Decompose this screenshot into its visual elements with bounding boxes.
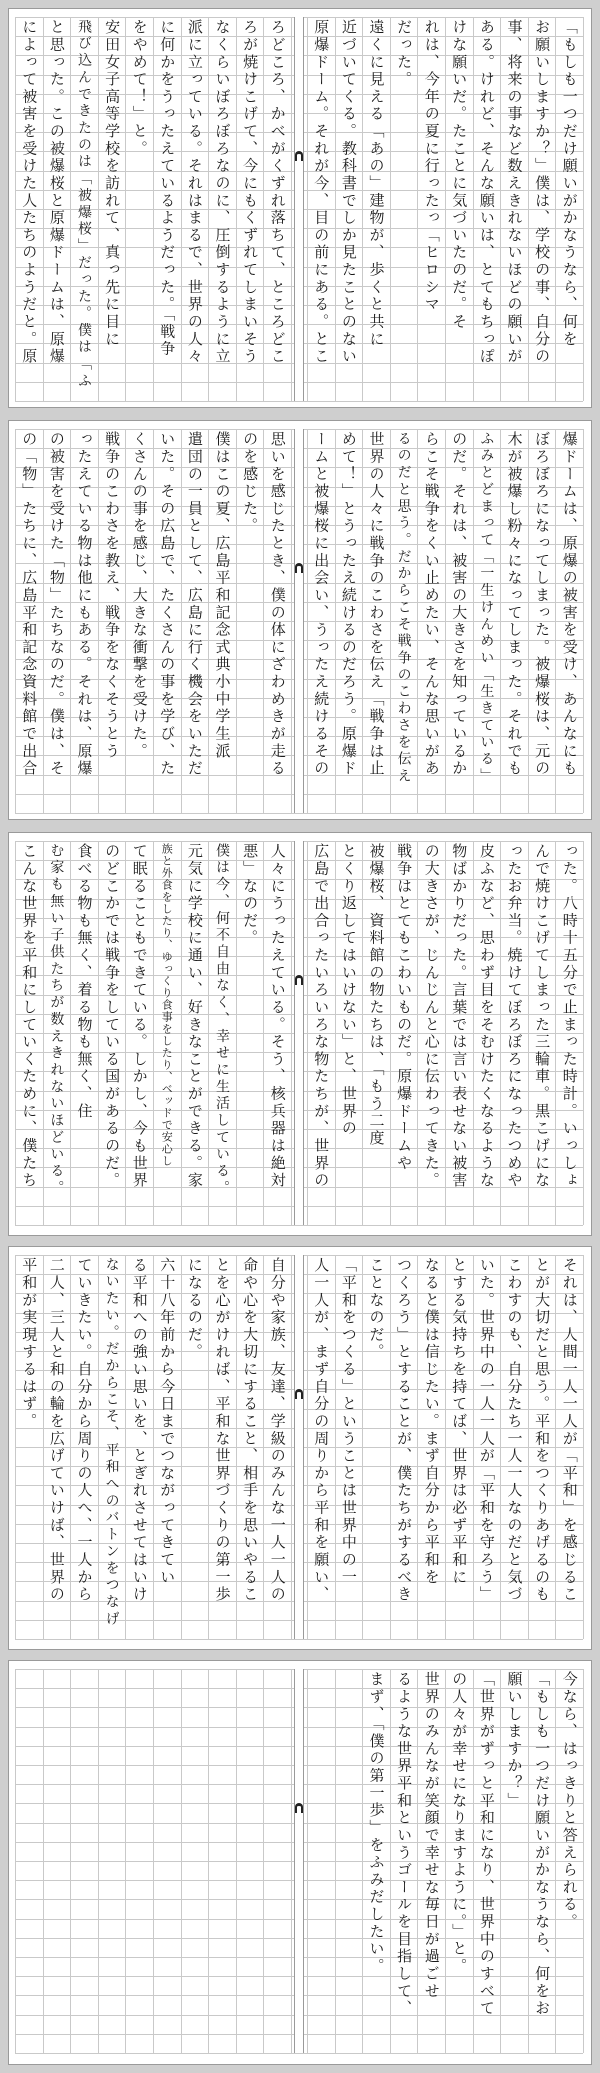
text-column: む家も無い子供たちが数えきれないほどいる。	[48, 843, 65, 1198]
text-column: ったお弁当。焼けてぼろぼろになったつめや	[505, 843, 524, 1190]
page-spine	[294, 17, 304, 401]
grid-line	[15, 2053, 583, 2054]
text-column: 命や心を大切にすること、相手を思いやるこ	[241, 1257, 260, 1604]
text-column: の「物」たちに、広島平和記念資料館で出合	[20, 431, 39, 778]
text-column: 「もしも一つだけ願いがかなうなら、何をお	[533, 1671, 552, 2018]
text-column: とくり返してはいけない」と、世界の	[339, 843, 358, 1138]
page-spine	[294, 1669, 304, 2053]
text-column: る平和への強い思いを、とぎれさせてはいけ	[130, 1257, 149, 1604]
text-column: ろが焼けこげて、今にもくずれてしまいそう	[241, 19, 260, 366]
grid-line	[583, 17, 584, 401]
grid-line	[583, 429, 584, 813]
text-column: をやめて！」と。	[130, 19, 149, 158]
text-column: めて！」とうったえ続けるのだろう。原爆ド	[339, 431, 358, 778]
text-column: 人一人が、まず自分の周りから平和を願い、	[312, 1257, 331, 1604]
center-bracket-icon	[295, 563, 303, 573]
text-column: 平和が実現するはず。	[20, 1257, 39, 1431]
text-column: 派に立っている。それはまるで、世界の人々	[185, 19, 204, 366]
grid-line	[15, 813, 583, 814]
text-column: ないたい。だからこそ、平和へのバトンをつなげ	[103, 1257, 120, 1628]
text-column: 事、将来の事など数えきれないほどの願いが	[505, 19, 524, 366]
text-column: けな願いだ。たことに気づいたのだ。そ	[450, 19, 469, 331]
text-column: 食べる物も無く、着る物も無く、住	[75, 843, 94, 1120]
text-column: 悪」なのだ。	[241, 843, 260, 947]
text-column: 「平和をつくる」ということは世界中の一	[339, 1257, 358, 1586]
text-column: とする気持ちを持てば、世界は必ず平和に	[450, 1257, 469, 1586]
text-column: のを感じた。	[241, 431, 260, 535]
text-column: 今なら、はっきりと答えられる。	[560, 1671, 579, 1931]
text-column: 飛び込んできたのは「被爆桜」だった。僕は「ふ	[76, 19, 92, 390]
text-column: こんな世界を平和にしていくために、僕たち	[20, 843, 39, 1190]
text-column: ームと被爆桜に出会い、うったえ続けるその	[312, 431, 331, 778]
center-bracket-icon	[295, 151, 303, 161]
text-column: 元気に学校に通い、好きなことができる。家	[185, 843, 204, 1190]
text-column: らこそ戦争をくい止めたい、そんな思いがあ	[422, 431, 441, 778]
text-column: ふみとどまって「一生けんめい「生きている」	[478, 431, 495, 786]
text-column: 人々にうったえている。そう、核兵器は絶対	[268, 843, 287, 1190]
text-column: のだ。それは、被害の大きさを知っているか	[450, 431, 469, 778]
text-column: いた。世界中の一人一人が「平和を守ろう」	[477, 1257, 496, 1604]
manuscript-sheet	[8, 1246, 592, 1650]
text-column: の人々が幸せになりますように。」と。	[450, 1671, 469, 1976]
text-column: 六十八年前から今日までつながってきてい	[158, 1257, 177, 1586]
grid-line	[15, 1225, 583, 1226]
text-column: 近づいてくる。教科書でしか見たことのない	[339, 19, 358, 366]
text-column: なくらいぼろぼろなのに、圧倒するように立	[213, 19, 232, 366]
text-column: 被爆桜、資料館の物たちは、「もう二度	[367, 843, 386, 1148]
text-column: 「世界がずっと平和になり、世界中のすべて	[477, 1671, 496, 2018]
text-column: なると僕は信じたい。まず自分から平和を	[422, 1257, 441, 1586]
text-column: ある。けれど、そんな願いは、とてもちっぽ	[477, 19, 496, 366]
text-column: 二人、三人と和の輪を広げていけば、世界の	[47, 1257, 66, 1604]
page-spine	[294, 429, 304, 813]
text-column: 遣団の一員として、広島に行く機会をいただ	[185, 431, 204, 778]
manuscript-sheet	[8, 420, 592, 820]
center-bracket-icon	[295, 1803, 303, 1813]
grid-line	[583, 1255, 584, 1639]
text-column: んで焼けこげてしまった三輪車。黒こげにな	[533, 843, 552, 1190]
text-column: 安田女子高等学校を訪れて、真っ先に目に	[103, 19, 122, 348]
text-column: 僕はこの夏、広島平和記念式典小中学生派	[213, 431, 232, 760]
text-column: の大きさが、じんじんと心に伝わってきた。	[422, 843, 441, 1190]
text-column: つくろう」とすることが、僕たちがするべき	[395, 1257, 414, 1604]
text-column: 族と外食をしたり、ゆっくり食事をしたり、ベッドで安心し	[160, 843, 174, 1167]
grid-line	[15, 1639, 583, 1640]
text-column: 広島で出合ったいろいろな物たちが、世界の	[312, 843, 331, 1190]
text-column: ことなのだ。	[367, 1257, 386, 1361]
text-column: 爆ドームは、原爆の被害を受け、あんなにも	[560, 431, 579, 778]
text-column: になるのだ。	[185, 1257, 204, 1361]
text-column: それは、人間一人一人が「平和」を感じるこ	[560, 1257, 579, 1604]
grid-line	[583, 1669, 584, 2053]
manuscript-sheet	[8, 8, 592, 408]
page-spine	[294, 841, 304, 1225]
text-column: 思いを感じたとき、僕の体にざわめきが走る	[268, 431, 287, 778]
text-column: 世界のみんなが笑顔で幸せな毎日が過ごせ	[422, 1671, 441, 2000]
text-column: によって被害を受けた人たちのようだと。原	[20, 19, 39, 366]
text-column: だった。	[395, 19, 414, 89]
text-column: 僕は今、何不自由なく、幸せに生活している。	[214, 843, 230, 1198]
text-column: お願いしますか？」僕は、学校の事、自分の	[533, 19, 552, 366]
text-column: ったえている物は他にもある。それは、原爆	[75, 431, 94, 778]
text-column: こわすのも、自分たち一人一人なのだと気づ	[505, 1257, 524, 1604]
text-column: に何かをうったえているようだった。「戦争	[158, 19, 177, 358]
text-column: とを心がければ、平和な世界づくりの第一歩	[213, 1257, 232, 1604]
center-bracket-icon	[295, 975, 303, 985]
text-column: 願いしますか？」	[505, 1671, 524, 1810]
text-column: 皮ふなど、思わず目をそむけたくなるような	[477, 843, 496, 1190]
text-column: 世界の人々に戦争のこわさを伝え「戦争は止	[367, 431, 386, 778]
text-column: 自分や家族、友達、学級のみんな一人一人の	[268, 1257, 287, 1604]
grid-line	[583, 841, 584, 1225]
text-column: いた。その広島で、たくさんの事を学び、た	[158, 431, 177, 778]
text-column: れは、今年の夏に行ったっ「ヒロシマ	[422, 19, 441, 314]
text-column: 戦争のこわさを教え、戦争をなくそうとう	[103, 431, 122, 760]
text-column: 原爆ドーム。それが今、目の前にある。とこ	[312, 19, 331, 366]
text-column: まず、「僕の第一歩」をふみだしたい。	[367, 1671, 386, 1976]
manuscript-sheet	[8, 832, 592, 1236]
grid-line	[15, 401, 583, 402]
text-column: と思った。この被爆桜と原爆ドームは、原爆	[47, 19, 66, 366]
text-column: ろどころ、かべがくずれ落ちて、ところどこ	[268, 19, 287, 366]
text-column: て眠ることもできている。しかし、今も世界	[130, 843, 149, 1190]
text-column: った。八時十五分で止まった時計。いっしょ	[560, 843, 579, 1190]
text-column: の被害を受けた「物」たちなのだ。僕は、そ	[47, 431, 66, 778]
text-column: のどこかでは戦争をしている国があるのだ。	[103, 843, 122, 1190]
text-column: 遠くに見える「あの」建物が、歩くと共に	[367, 19, 386, 348]
text-column: 戦争はとてもこわいものだ。原爆ドームや	[395, 843, 414, 1172]
center-bracket-icon	[295, 1389, 303, 1399]
manuscript-sheet	[8, 1660, 592, 2065]
text-column: とが大切だと思う。平和をつくりあげるのも	[533, 1257, 552, 1604]
text-column: ていきたい。自分から周りの人へ、一人から	[75, 1257, 94, 1604]
page-spine	[294, 1255, 304, 1639]
text-column: くさんの事を感じ、大きな衝撃を受けた。	[130, 431, 149, 760]
text-column: るのだと思う。だからこそ戦争のこわさを伝え	[395, 431, 412, 786]
text-column: 木が被爆し粉々になってしまった。それでも	[505, 431, 524, 778]
text-column: 「もしも一つだけ願いがかなうなら、何を	[560, 19, 579, 348]
text-column: るような世界平和というゴールを目指して、	[395, 1671, 414, 2018]
text-column: 物ばかりだった。言葉では言い表せない被害	[450, 843, 469, 1190]
text-column: ぼろぼろになってしまった。被爆桜は、元の	[533, 431, 552, 778]
